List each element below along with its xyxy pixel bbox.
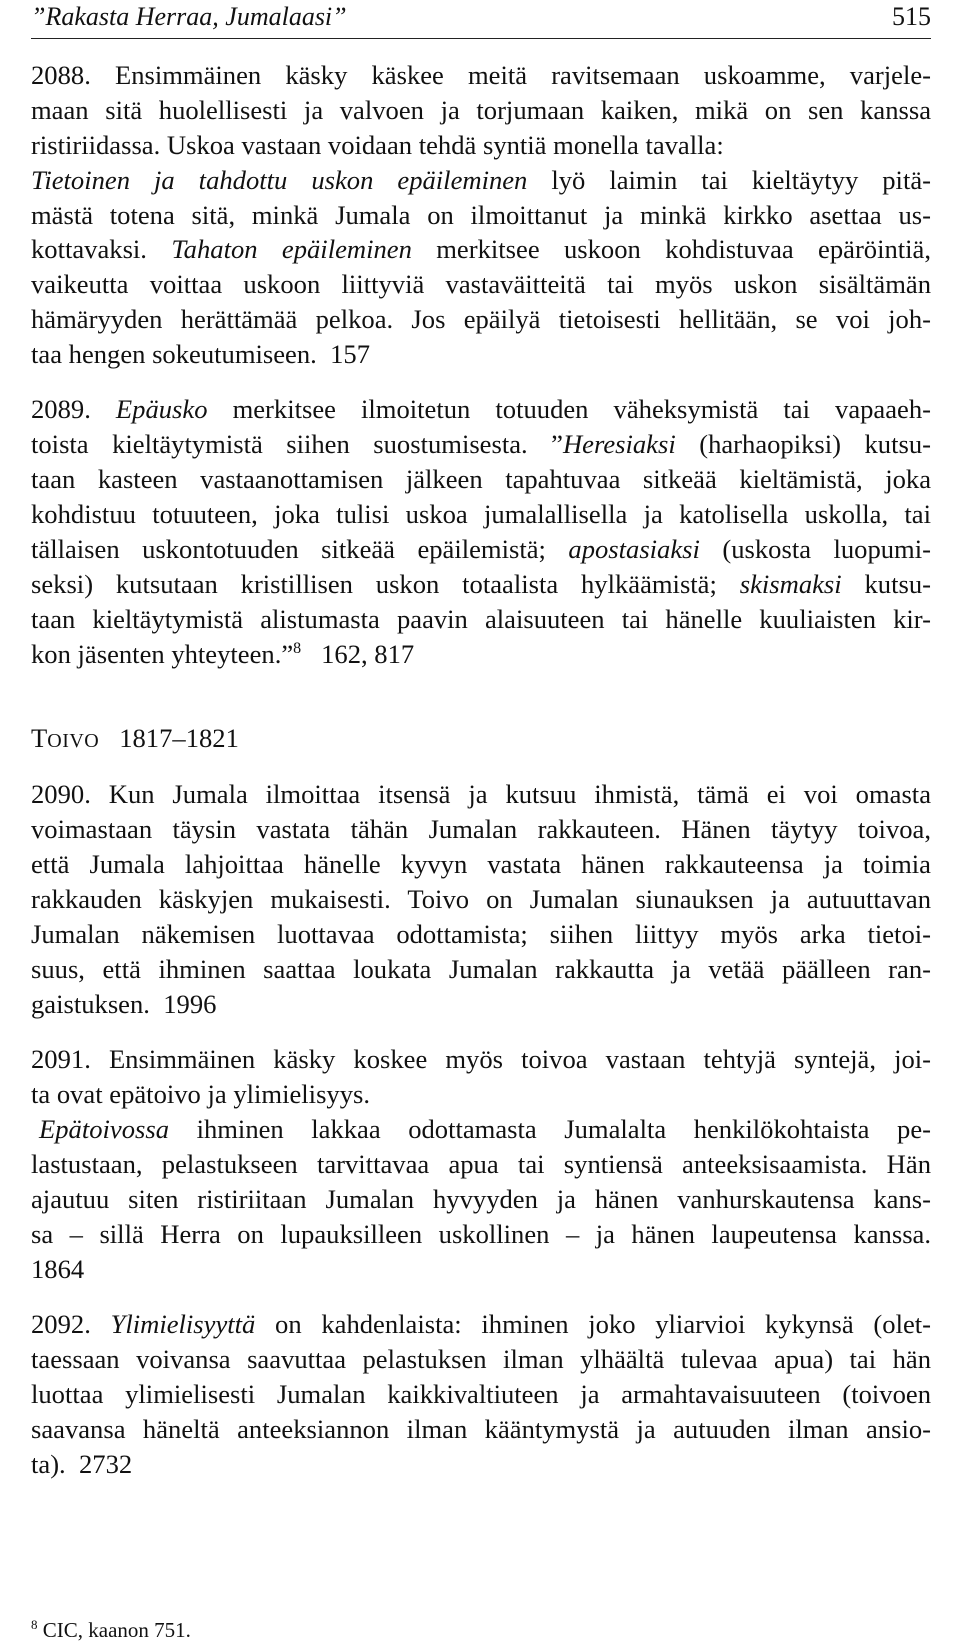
section-cross-reference: 1817–1821: [119, 723, 239, 753]
italic-term: Epätoivossa: [39, 1114, 170, 1144]
footnote-text: CIC, kaanon 751.: [37, 1618, 191, 1642]
text-line: [31, 164, 931, 196]
cross-reference: 162, 817: [321, 639, 415, 669]
text-line: hämäryyden herättämää pelkoa. Jos epäilyä tietoisesti hellitään, se voi joh-: [31, 304, 931, 334]
text-line: saavansa häneltä anteeksiannon ilman kääntymystä ja autuuden ilman ansio-: [31, 1414, 931, 1444]
text-run: merkitsee ilmoitetun totuuden väheksymistä tai vapaaeh-: [207, 394, 931, 424]
text-line: [31, 393, 931, 425]
italic-term: Tahaton epäileminen: [171, 234, 412, 264]
text-line: rakkauden käskyjen mukaisesti. Toivo on Jumalan siunauksen ja autuuttavan: [31, 884, 931, 914]
text-run: seksi) kutsutaan kristillisen uskon totaalista hylkäämistä;: [31, 569, 740, 599]
text-run: merkitsee uskoon kohdistuvaa epäröintiä,: [411, 234, 932, 264]
text-line: maan sitä huolellisesti ja valvoen ja torjumaan kaiken, mikä on sen kanssa: [31, 95, 931, 125]
text-line: [31, 1448, 931, 1480]
section-heading: [31, 722, 931, 757]
cross-reference: 1864: [31, 1254, 85, 1284]
section-title-rest: OIVO: [47, 730, 100, 752]
text-line: taan kieltäytymistä alistumasta paavin alaisuuteen tai hänelle kuuliaisten kir-: [31, 604, 931, 634]
text-run: on kahdenlaista: ihminen joko yliarvioi kykynsä (olet-: [255, 1309, 932, 1339]
text-line: ristiriidassa. Uskoa vastaan voidaan tehdä syntiä monella tavalla:: [31, 130, 724, 160]
text-line: [31, 1308, 931, 1340]
italic-term: Tietoinen ja tahdottu uskon epäileminen: [31, 165, 528, 195]
text-line: taan kasteen vastaanottamisen jälkeen tapahtuvaa sitkeää kieltämistä, joka: [31, 464, 931, 494]
text-line: 2088. Ensimmäinen käsky käskee meitä ravitsemaan uskoamme, varjele-: [31, 60, 931, 90]
text-line: [39, 1113, 931, 1145]
text-line: [31, 638, 931, 670]
text-run: lyö laimin tai kieltäytyy pitä-: [527, 165, 931, 195]
text-run: ihminen lakkaa odottamasta Jumalalta henkilökohtaista pe-: [169, 1114, 931, 1144]
text-line: [31, 988, 931, 1020]
text-line: sa – sillä Herra on lupauksilleen uskollinen – ja hänen laupeutensa kanssa.: [31, 1219, 931, 1249]
text-run: (uskosta luopumi-: [699, 534, 931, 564]
section-title-initial: T: [31, 723, 48, 753]
text-line: 2090. Kun Jumala ilmoittaa itsensä ja kutsuu ihmistä, tämä ei voi omasta: [31, 779, 931, 809]
italic-term: skismaksi: [739, 569, 842, 599]
cross-reference: 1996: [163, 989, 217, 1019]
text-run: kon jäsenten yhteyteen.”: [31, 639, 294, 669]
italic-term: Heresiaksi: [562, 429, 676, 459]
paragraph-number: 2092.: [31, 1309, 111, 1339]
text-run: ta).: [31, 1449, 66, 1479]
text-line: vaikeutta voittaa uskoon liittyviä vastaväitteitä tai myös uskon sisältämän: [31, 269, 931, 299]
text-line: [31, 568, 931, 600]
text-line: Jumalan näkemisen luottavaa odottamista; siihen liittyy myös arka tietoi-: [31, 919, 931, 949]
text-line: luottaa ylimielisesti Jumalan kaikkivaltiuteen ja armahtavaisuuteen (toivoen: [31, 1379, 931, 1409]
footnote-number: 8: [31, 1617, 38, 1632]
footnote: [31, 1618, 191, 1643]
text-line: ajautuu siten ristiriitaan Jumalan hyvyyden ja hänen vanhurskautensa kans-: [31, 1184, 931, 1214]
italic-term: Ylimielisyyttä: [110, 1309, 256, 1339]
text-line: taessaan voivansa saavuttaa pelastuksen ilman ylhäältä tulevaa apua) tai hän: [31, 1344, 931, 1374]
text-line: [31, 338, 931, 370]
text-run: kutsu-: [841, 569, 931, 599]
running-header: [31, 0, 931, 39]
italic-term: apostasiaksi: [568, 534, 700, 564]
text-run: tällaisen uskontotuuden sitkeää epäilemistä;: [31, 534, 569, 564]
text-line: lastustaan, pelastukseen tarvittavaa apua tai syntiensä anteeksisaamista. Hän: [31, 1149, 931, 1179]
running-title: ”Rakasta Herraa, Jumalaasi”: [31, 2, 347, 31]
footnote-marker[interactable]: 8: [293, 640, 302, 657]
italic-term: Epäusko: [115, 394, 208, 424]
text-line: voimastaan täysin vastata tähän Jumalan rakkauteen. Hänen täytyy toivoa,: [31, 814, 931, 844]
text-line: [31, 428, 931, 460]
cross-reference: 2732: [79, 1449, 133, 1479]
cross-reference: 157: [330, 339, 370, 369]
text-line: suus, että ihminen saattaa loukata Jumalan rakkautta ja vetää päälleen ran-: [31, 954, 931, 984]
text-line: mästä totena sitä, minkä Jumala on ilmoittanut ja minkä kirkko asettaa us-: [31, 200, 931, 230]
text-line: 2091. Ensimmäinen käsky koskee myös toivoa vastaan tehtyjä syntejä, joi-: [31, 1044, 931, 1074]
text-line: [31, 533, 931, 565]
text-run: taa hengen sokeutumiseen.: [31, 339, 317, 369]
paragraph-number: 2089.: [31, 394, 116, 424]
text-line: ta ovat epätoivo ja ylimielisyys.: [31, 1079, 371, 1109]
text-line: kohdistuu totuuteen, joka tulisi uskoa jumalallisella ja katolisella uskolla, tai: [31, 499, 931, 529]
text-run: kottavaksi.: [31, 234, 172, 264]
text-run: toista kieltäytymistä siihen suostumisesta. ”: [31, 429, 563, 459]
text-line: että Jumala lahjoittaa hänelle kyvyn vastata hänen rakkauteensa ja toimia: [31, 849, 931, 879]
text-run: gaistuksen.: [31, 989, 150, 1019]
page-number: 515: [892, 2, 931, 31]
text-line: [31, 233, 931, 265]
text-run: (harhaopiksi) kutsu-: [675, 429, 931, 459]
